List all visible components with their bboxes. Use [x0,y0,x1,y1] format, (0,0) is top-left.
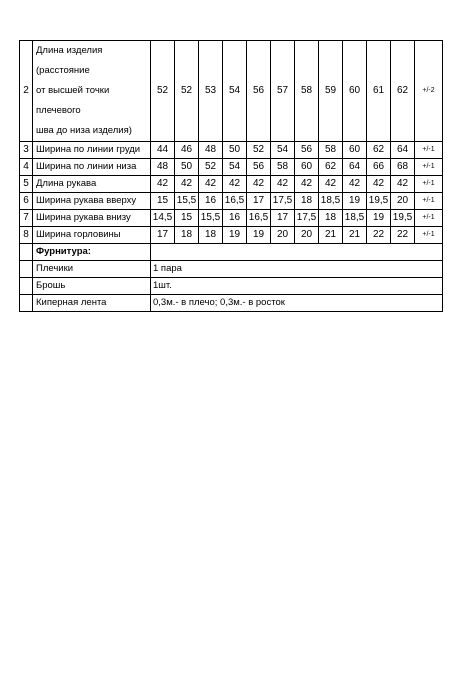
size-value: 18,5 [343,210,367,227]
furniture-value: 1 пара [151,261,443,278]
size-value: 17,5 [271,193,295,210]
size-value: 42 [223,176,247,193]
size-value: 42 [175,176,199,193]
furniture-name: Киперная лента [33,295,151,312]
size-value: 62 [367,142,391,159]
tolerance: +/-1 [415,227,443,244]
size-value: 19,5 [367,193,391,210]
empty-cell [20,261,33,278]
size-value: 64 [391,142,415,159]
size-value: 48 [199,142,223,159]
table-row [20,41,443,142]
size-value: 19 [247,227,271,244]
size-value: 42 [367,176,391,193]
tolerance: +/-1 [415,159,443,176]
size-value: 16 [199,193,223,210]
tolerance: +/-2 [415,41,443,142]
table-row [20,210,443,227]
size-value: 15,5 [175,193,199,210]
size-value: 18 [295,193,319,210]
empty-cell [20,244,33,261]
size-value: 58 [271,159,295,176]
size-value: 21 [319,227,343,244]
size-value: 42 [343,176,367,193]
size-value: 62 [391,41,415,142]
empty-cell [20,278,33,295]
size-value: 60 [295,159,319,176]
size-value: 17 [151,227,175,244]
size-value: 20 [295,227,319,244]
row-number: 8 [20,227,33,244]
table-row [20,142,443,159]
size-value: 42 [319,176,343,193]
measurement-name: Ширина рукава внизу [33,210,151,227]
size-value: 42 [199,176,223,193]
size-value: 58 [295,41,319,142]
size-value: 62 [319,159,343,176]
size-value: 18,5 [319,193,343,210]
furniture-name: Плечики [33,261,151,278]
size-value: 68 [391,159,415,176]
size-value: 19 [223,227,247,244]
size-value: 19,5 [391,210,415,227]
tolerance: +/-1 [415,193,443,210]
tolerance: +/-1 [415,176,443,193]
size-value: 42 [295,176,319,193]
size-value: 16,5 [223,193,247,210]
size-value: 54 [223,159,247,176]
measurements-table [19,40,443,312]
empty-cell [20,295,33,312]
row-number: 4 [20,159,33,176]
size-value: 15,5 [199,210,223,227]
size-value: 64 [343,159,367,176]
furniture-name: Брошь [33,278,151,295]
row-number: 6 [20,193,33,210]
size-value: 56 [295,142,319,159]
table-row [20,227,443,244]
measurement-name: Ширина горловины [33,227,151,244]
size-value: 50 [175,159,199,176]
size-value: 48 [151,159,175,176]
size-value: 52 [175,41,199,142]
size-value: 15 [175,210,199,227]
size-value: 20 [391,193,415,210]
size-spec-sheet [19,40,443,312]
size-value: 17 [247,193,271,210]
size-value: 22 [391,227,415,244]
size-value: 42 [271,176,295,193]
size-value: 18 [199,227,223,244]
size-value: 58 [319,142,343,159]
row-number: 3 [20,142,33,159]
size-value: 42 [391,176,415,193]
size-value: 56 [247,159,271,176]
measurement-name: Ширина рукава вверху [33,193,151,210]
size-value: 57 [271,41,295,142]
size-value: 54 [223,41,247,142]
furniture-value: 1шт. [151,278,443,295]
measurement-name: Длина изделия (расстояние от высшей точки плечевого шва до низа изделия) [33,41,151,142]
table-row [20,176,443,193]
size-value: 15 [151,193,175,210]
furniture-row [20,295,443,312]
size-value: 18 [175,227,199,244]
size-value: 19 [367,210,391,227]
size-value: 66 [367,159,391,176]
size-value: 16,5 [247,210,271,227]
size-value: 52 [151,41,175,142]
size-value: 17,5 [295,210,319,227]
furniture-value: 0,3м.- в плечо; 0,3м.- в росток [151,295,443,312]
row-number: 7 [20,210,33,227]
size-value: 59 [319,41,343,142]
size-value: 60 [343,41,367,142]
size-value: 14,5 [151,210,175,227]
measurement-name: Длина рукава [33,176,151,193]
empty-cell [151,244,443,261]
size-value: 19 [343,193,367,210]
size-value: 22 [367,227,391,244]
size-value: 20 [271,227,295,244]
size-value: 61 [367,41,391,142]
table-row [20,159,443,176]
size-value: 46 [175,142,199,159]
size-value: 44 [151,142,175,159]
furniture-header: Фурнитура: [33,244,151,261]
table-row [20,193,443,210]
furniture-header-row [20,244,443,261]
size-value: 21 [343,227,367,244]
size-value: 17 [271,210,295,227]
size-value: 52 [247,142,271,159]
size-value: 56 [247,41,271,142]
measurement-name: Ширина по линии низа [33,159,151,176]
size-value: 42 [247,176,271,193]
size-value: 60 [343,142,367,159]
measurement-name: Ширина по линии груди [33,142,151,159]
tolerance: +/-1 [415,142,443,159]
size-value: 16 [223,210,247,227]
furniture-row [20,278,443,295]
size-value: 42 [151,176,175,193]
tolerance: +/-1 [415,210,443,227]
size-value: 18 [319,210,343,227]
size-value: 54 [271,142,295,159]
row-number: 2 [20,41,33,142]
row-number: 5 [20,176,33,193]
furniture-row [20,261,443,278]
size-value: 53 [199,41,223,142]
size-value: 50 [223,142,247,159]
size-value: 52 [199,159,223,176]
